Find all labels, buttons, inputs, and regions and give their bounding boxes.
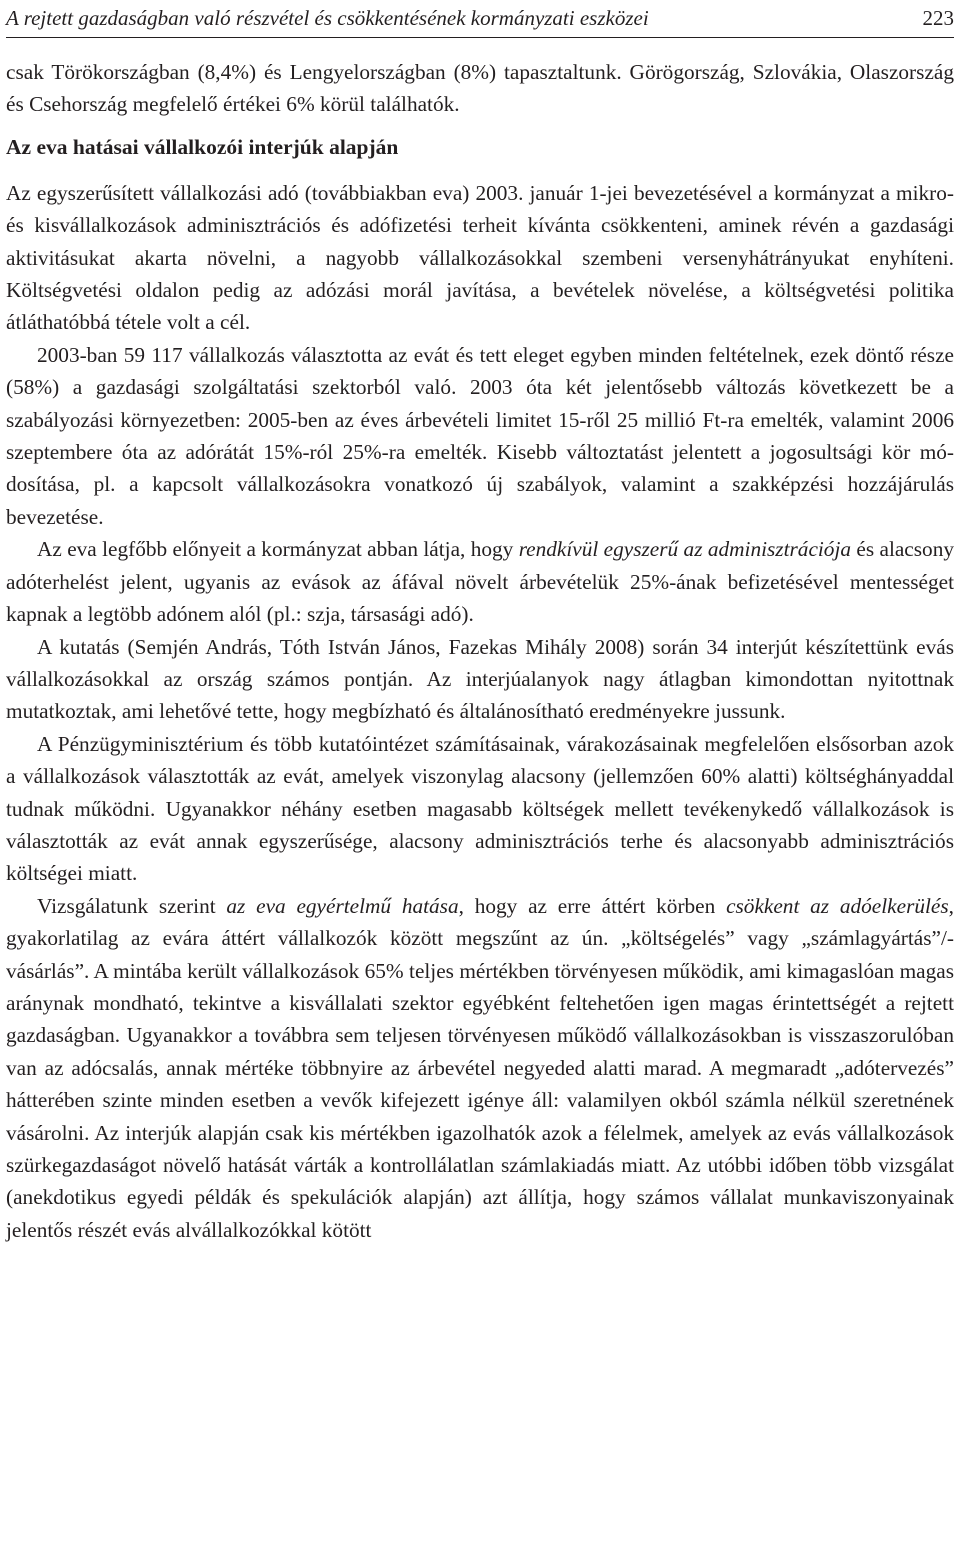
intro-paragraph: csak Törökországban (8,4%) és Lengyelországban (8%) tapasztaltunk. Görögország, Szlovákia, Olaszország és Csehország megfelelő értékei 6% körül találhatók. (6, 60, 954, 117)
paragraph-6-text-a: Vizsgálatunk szerint (37, 893, 227, 918)
header-rule (6, 37, 954, 38)
paragraph-6-text-b: , hogy az erre áttért körben (458, 893, 727, 918)
body-text (6, 56, 954, 1246)
paragraph-6-emphasis-1: az eva egyértelmű hatása (226, 893, 459, 918)
running-head-title: A rejtett gazdaságban való részvétel és csökkentésének kormányzati eszközei (6, 6, 649, 30)
paragraph-3 (6, 533, 954, 630)
paragraph-3-emphasis: rendkívül egyszerű az adminisztrációja (518, 537, 852, 562)
paragraph-2: 2003-ban 59 117 vállalkozás választotta az evát és tett eleget egyben minden feltételnek, ezek döntő része (58%) a gazdasági szolgáltatási szektorból való. 2003 óta két jelentősebb változás következett be a szabályozási környezetben: 2005-ben az éves árbevételi limitet 15-ről 25 millió Ft-ra emelték, valamint 2006 szeptembere óta az adórátát 15%-ról 25%-ra emelték. Kisebb változtatást jelentett a jogosultsági kör módosítása, pl. a kapcsolt vállalkozásokra vonatkozó új szabályok, valamint a szakképzési hozzájárulás bevezetése. (6, 342, 954, 529)
paragraph-6-text-c: , gyakorlatilag az evára áttért vállalkozók között megszűnt az ún. „költségelés” vagy „számlagyártás”/-vásárlás”. A mintába került vállalkozások 65% teljes mértékben törvényesen működik, ami kimagaslóan magas aránynak mondható, tekintve a kisvállalati szektor egyébként feltehetően igen magas érintettségét a rejtett gazdaságban. Ugyanakkor a továbbra sem teljesen törvényesen működő vállalkozásokban is visszaszorulóban van az adócsalás, annak mértéke többnyire az árbevétel negyeded alatti marad. A megmaradt „adótervezés” hátterében szinte minden esetben a vevők kifejezett igénye áll: valamilyen okból számla nélkül szeretnének vásárolni. Az interjúk alapján csak kis mértékben igazolhatók azok a félelmek, amelyek az evás vállalkozások szürkegazdaságot növelő hatását várták a kontrollálatlan számlakiadás miatt. Az utóbbi időben több vizsgálat (anekdotikus egyedi példák és spekulációk alapján) azt állítja, hogy számos vállalat munkaviszonyainak jelentős részét evás alvállalkozókkal kötött (6, 893, 954, 1242)
section-heading: Az eva hatásai vállalkozói interjúk alapján (6, 134, 399, 159)
paragraph-3-text-a: Az eva legfőbb előnyeit a kormányzat abban látja, hogy (37, 537, 519, 562)
paragraph-4: A kutatás (Semjén András, Tóth István János, Fazekas Mihály 2008) során 34 interjút készítettünk evás vállalkozásokkal az ország számos pontján. Az interjúalanyok nagy átlagban kimondottan nyitottnak mutatkoztak, ami lehetővé tette, hogy megbízható és általánosítható eredményekre jussunk. (6, 634, 954, 724)
paragraph-1: Az egyszerűsített vállalkozási adó (továbbiakban eva) 2003. január 1-jei bevezetésével a kormányzat a mikro- és kisvállalkozások adminisztrációs és adófizetési terheit kívánta csökkenteni, aminek révén a gazdasági aktivitásukat akarta növelni, a nagyobb vállalkozásokkal szembeni versenyhátrányukat enyhíteni. Költségvetési oldalon pedig az adózási morál javítása, a bevételek növelése, a költségvetési politika átláthatóbbá tétele volt a cél. (6, 180, 954, 335)
paragraph-3-text-b: és alacsony adóterhelést jelent, ugyanis az evások az áfával növelt árbevételük 25%-ának befizetésével mentességet kapnak a legtöbb adónem alól (pl.: szja, társasági adó). (6, 537, 954, 627)
page-number: 223 (922, 6, 954, 30)
running-head (6, 0, 954, 34)
paragraph-5: A Pénzügyminisztérium és több kutatóintézet számításainak, várakozásainak megfelelően elsősorban azok a vállalkozások választották az evát, amelyek viszonylag alacsony (jellemzően 60% alatti) költséghányaddal tudnak működni. Ugyanakkor néhány esetben magasabb költségek mellett tevékenykedő vállalkozások is választották az evát annak egyszerűsége, alacsony adminisztrációs terhe és alacsonyabb adminisztrációs költségei miatt. (6, 731, 954, 886)
paragraph-6-emphasis-2: csökkent az adóelkerülés (726, 893, 949, 918)
paragraph-6 (6, 890, 954, 1246)
